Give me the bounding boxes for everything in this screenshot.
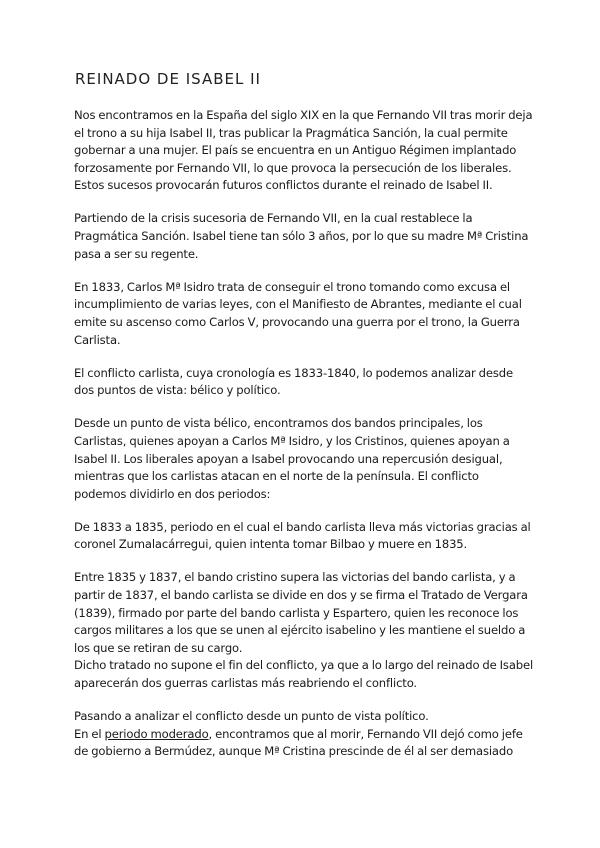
document-body xyxy=(74,107,534,761)
paragraph-intro: Nos encontramos en la España del siglo XIX en la que Fernando VII tras morir deja el trono a su hija Isabel II, tras publicar la Pragmática Sanción, la cual permite gobernar a una mujer. El país se encuentra en un Antiguo Régimen implantado forzosamente por Fernando VII, lo que provoca la persecución de los liberales. Estos sucesos provocarán futuros conflictos durante el reinado de Isabel II. xyxy=(74,108,533,193)
paragraph-moderate-period xyxy=(74,726,534,761)
paragraph-second-period: Entre 1835 y 1837, el bando cristino supera las victorias del bando carlista, y a partir de 1837, el bando carlista se divide en dos y se firma el Tratado de Vergara (1839), firmado por parte del bando carlista y Espartero, quien les reconoce los cargos militares a los que se unen al ejército isabelino y les mantiene el sueldo a los que se retiran de su cargo. xyxy=(74,570,528,655)
moderate-period-prefix: En el xyxy=(74,726,105,741)
paragraph-treaty: Dicho tratado no supone el fin del conflicto, ya que a lo largo del reinado de Isabel aparecerán dos guerras carlistas más reabriendo el conflicto. xyxy=(74,658,534,691)
paragraph-carlos-isidro: En 1833, Carlos Mª Isidro trata de conseguir el trono tomando como excusa el incumplimiento de varias leyes, con el Manifiesto de Abrantes, mediante el cual emite su ascenso como Carlos V, provocando una guerra por el trono, la Guerra Carlista. xyxy=(74,279,522,347)
moderate-period-link[interactable]: periodo moderado xyxy=(104,726,209,741)
paragraph-carlist-conflict: El conflicto carlista, cuya cronología es 1833-1840, lo podemos analizar desde dos puntos de vista: bélico y político. xyxy=(74,365,513,398)
paragraph-political-view: Pasando a analizar el conflicto desde un punto de vista político. xyxy=(74,709,429,724)
moderate-period-text: , encontramos que al morir, Fernando VII dejó como jefe de gobierno a Bermúdez, aunque Mª Cristina prescinde de él al ser demasiado xyxy=(74,726,523,759)
paragraph-war-view: Desde un punto de vista bélico, encontramos dos bandos principales, los Carlistas, quienes apoyan a Carlos Mª Isidro, y los Cristinos, quienes apoyan a Isabel II. Los liberales apoyan a Isabel provocando una repercusión desigual, mientras que los carlistas atacan en el norte de la península. El conflicto podemos dividirlo en dos periodos: xyxy=(74,416,510,501)
paragraph-succession-crisis: Partiendo de la crisis sucesoria de Fernando VII, en la cual restablece la Pragmática Sanción. Isabel tiene tan sólo 3 años, por lo que su madre Mª Cristina pasa a ser su regente. xyxy=(74,211,529,261)
document-title: REINADO DE ISABEL II xyxy=(75,70,261,88)
paragraph-first-period: De 1833 a 1835, periodo en el cual el bando carlista lleva más victorias gracias al coronel Zumalacárregui, quien intenta tomar Bilbao y muere en 1835. xyxy=(74,519,531,552)
